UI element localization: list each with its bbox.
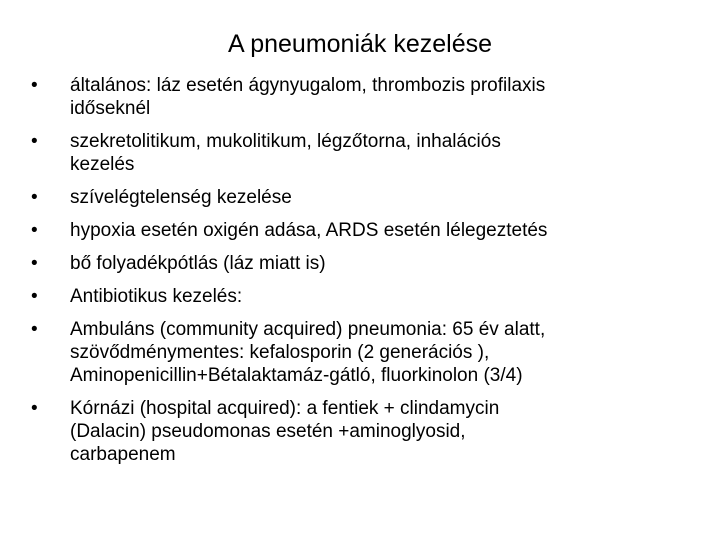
list-item-text: Antibiotikus kezelés:: [70, 286, 243, 307]
list-item: [0, 74, 720, 120]
list-item: [0, 397, 720, 466]
list-item: [0, 285, 720, 308]
list-item: [0, 130, 720, 176]
bullet-icon: •: [31, 131, 38, 152]
list-item-text: szívelégtelenség kezelése: [70, 187, 292, 208]
bullet-icon: •: [31, 220, 38, 241]
list-item-text: Ambuláns (community acquired) pneumonia: 65 év alatt,: [70, 319, 546, 340]
list-item-text: kezelés: [70, 154, 135, 175]
list-item: [0, 186, 720, 209]
slide-title: A pneumoniák kezelése: [227, 30, 493, 58]
list-item-text: Aminopenicillin+Bétalaktamáz-gátló, fluorkinolon (3/4): [70, 365, 523, 386]
list-item-text: Kórnázi (hospital acquired): a fentiek + clindamycin: [70, 398, 500, 419]
list-item-text: hypoxia esetén oxigén adása, ARDS esetén lélegeztetés: [70, 220, 548, 241]
list-item-text: (Dalacin) pseudomonas esetén +aminoglyosid,: [70, 421, 466, 442]
list-item-text: bő folyadékpótlás (láz miatt is): [70, 253, 326, 274]
list-item-text: szekretolitikum, mukolitikum, légzőtorna, inhalációs: [70, 131, 501, 152]
bullet-icon: •: [31, 319, 38, 340]
list-item-text: általános: láz esetén ágynyugalom, thrombozis profilaxis: [70, 75, 546, 96]
list-item: [0, 219, 720, 242]
bullet-icon: •: [31, 398, 38, 419]
bullet-icon: •: [31, 187, 38, 208]
list-item-text: időseknél: [70, 98, 151, 119]
list-item-text: szövődménymentes: kefalosporin (2 generációs ),: [70, 342, 490, 363]
list-item: [0, 252, 720, 275]
bullet-icon: •: [31, 75, 38, 96]
bullet-icon: •: [31, 286, 38, 307]
bullet-list: [0, 74, 720, 476]
list-item: [0, 318, 720, 387]
list-item-text: carbapenem: [70, 444, 176, 465]
bullet-icon: •: [31, 253, 38, 274]
